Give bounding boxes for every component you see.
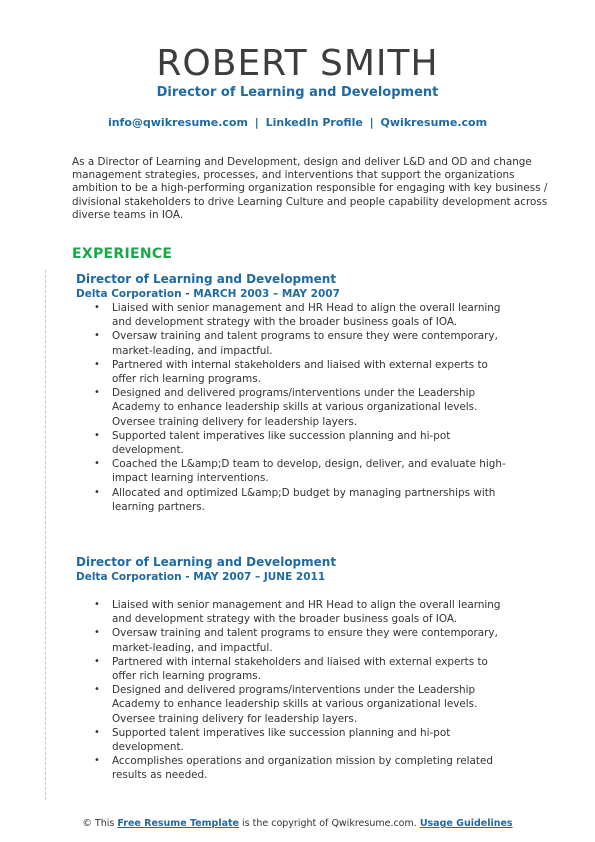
bullet-icon: • [94,387,100,399]
bullet-icon: • [94,302,100,313]
list-item: • Partnered with internal stakeholders and liaised with external experts to offer rich learning programs. [94,358,488,386]
candidate-name: ROBERT SMITH [156,43,439,84]
bullet-icon: • [94,684,100,696]
bullet-icon: • [94,429,100,441]
free-resume-template-link[interactable]: Free Resume Template [117,818,239,829]
bullet-icon: • [94,599,100,610]
footer [0,818,595,830]
list-item: • Designed and delivered programs/interventions under the Leadership Academy to enhance leadership skills at various organizational levels. Oversee training delivery for leadership layers. [94,387,478,428]
list-item: • Liaised with senior management and HR Head to align the overall learning and development strategy with the broader business goals of IOA. [94,302,501,329]
list-item: • Allocated and optimized L&amp;D budget by managing partnerships with learning partners. [94,486,496,513]
footer-copyright-text: is the copyright of Qwikresume.com. [242,818,417,829]
list-item: • Partnered with internal stakeholders and liaised with external experts to offer rich learning programs. [94,655,488,683]
job-entry-2 [76,555,546,783]
summary-paragraph: As a Director of Learning and Development, design and deliver L&D and OD and change management strategies, processes, and interventions that support the organizations ambition to be a high-performing organization responsible for engaging with key business / divisional stakeholders to drive Learning Culture and people capability development across diverse teams in IOA. [72,156,548,221]
bullet-icon: • [94,486,100,498]
bullet-icon: • [94,627,100,639]
list-item: • Oversaw training and talent programs to ensure they were contemporary, market-leading, and impactful. [94,627,498,654]
list-item: • Designed and delivered programs/interventions under the Leadership Academy to enhance leadership skills at various organizational levels. Oversee training delivery for leadership layers. [94,684,478,725]
list-item: • Supported talent imperatives like succession planning and hi-pot development. [94,726,451,754]
list-item: • Supported talent imperatives like succession planning and hi-pot development. [94,429,451,457]
linkedin-link[interactable]: LinkedIn Profile [265,116,363,129]
email-link[interactable]: info@qwikresume.com [107,116,248,129]
bullet-icon: • [94,655,100,667]
job-title: Director of Learning and Development [76,272,337,286]
contact-separator: | [254,116,259,129]
job-entry-1 [76,272,546,514]
timeline-divider [45,270,46,800]
bullet-icon: • [94,358,100,370]
contact-separator: | [369,116,374,129]
candidate-role: Director of Learning and Development [156,85,439,100]
usage-guidelines-link[interactable]: Usage Guidelines [419,818,513,829]
bullet-icon: • [94,726,100,738]
list-item: • Oversaw training and talent programs to ensure they were contemporary, market-leading, and impactful. [94,330,498,357]
job-title: Director of Learning and Development [76,555,337,569]
job-bullets [76,301,546,514]
bullet-icon: • [94,458,100,470]
job-bullets [76,598,546,783]
list-item: • Coached the L&amp;D team to develop, design, deliver, and evaluate high-impact learning interventions. [94,458,506,485]
bullet-icon: • [94,755,100,767]
footer-prefix: © This [82,818,115,829]
website-link[interactable]: Qwikresume.com [380,116,488,129]
job-company: Delta Corporation - MARCH 2003 – MAY 2007 [76,288,340,300]
contact-line [0,116,595,130]
bullet-icon: • [94,330,100,342]
list-item: • Liaised with senior management and HR Head to align the overall learning and development strategy with the broader business goals of IOA. [94,599,501,626]
experience-heading: EXPERIENCE [72,246,173,262]
list-item: • Accomplishes operations and organization mission by completing related results as needed. [94,755,493,782]
job-company: Delta Corporation - MAY 2007 – JUNE 2011 [76,571,326,583]
